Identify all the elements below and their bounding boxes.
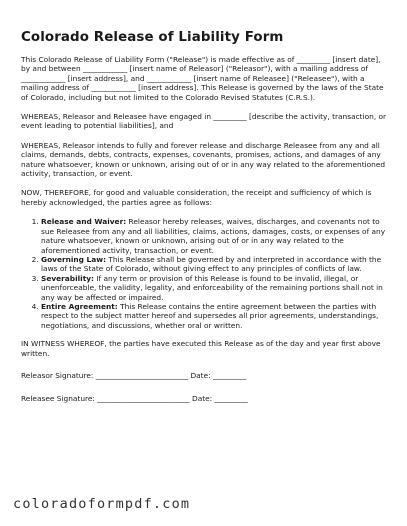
clause-text: This Release shall be governed by and interpreted in accordance with the laws of the State of Colorado, without giving effect to any principles of conflicts of law. bbox=[41, 254, 382, 274]
releasor-signature-line: Releasor Signature: _________________________ Date: _________ bbox=[21, 370, 247, 380]
clause-release-waiver bbox=[41, 217, 387, 255]
clauses-list bbox=[21, 217, 387, 330]
clause-heading: Entire Agreement: bbox=[41, 301, 118, 311]
footer-watermark: coloradoformpdf.com bbox=[13, 496, 191, 512]
clause-text: This Release contains the entire agreement between the parties with respect to the subject matter hereof and supersedes all prior agreements, understandings, negotiations, and discussions, whether oral or written. bbox=[41, 301, 379, 330]
witness-paragraph: IN WITNESS WHEREOF, the parties have executed this Release as of the day and year first above written. bbox=[21, 339, 381, 358]
clause-text: Releasor hereby releases, waives, discharges, and covenants not to sue Releasee from any and all liabilities, claims, actions, damages, costs, or expenses of any nature whatsoever, known or unknown, arising out of or in any way related to the aforementioned activity, transaction, or event. bbox=[41, 217, 386, 255]
whereas-release-paragraph: WHEREAS, Releasor intends to fully and forever release and discharge Releasee from any and all claims, demands, debts, contracts, expenses, covenants, promises, actions, and damages of any nature whatsoever, known or unknown, arising out of or in any way related to the aforementioned activity, transaction, or event. bbox=[21, 140, 386, 179]
clause-heading: Severability: bbox=[41, 273, 94, 283]
form-title: Colorado Release of Liability Form bbox=[21, 30, 284, 45]
whereas-activity-paragraph: WHEREAS, Releasor and Releasee have engaged in _________ [describe the activity, transaction, or event leading to potential liabilities], and bbox=[21, 112, 387, 131]
clause-heading: Release and Waiver: bbox=[41, 217, 127, 227]
now-therefore-paragraph: NOW, THEREFORE, for good and valuable consideration, the receipt and sufficiency of which is hereby acknowledged, the parties agree as follows: bbox=[21, 188, 372, 207]
intro-paragraph: This Colorado Release of Liability Form ("Release") is made effective as of _________ [insert date], by and between ____________ [insert name of Releasor] ("Releasor"), with a mailing address of ____________ [insert address], and ____________ [insert name of Releasee] ("Releasee"), with a mailing address of ____________ [insert address]. This Release is governed by the laws of the State of Colorado, including but not limited to the Colorado Revised Statutes (C.R.S.). bbox=[21, 55, 384, 102]
clause-text: If any term or provision of this Release is found to be invalid, illegal, or unenforceable, the validity, legality, and enforceability of the remaining portions shall not in any way be affected or impaired. bbox=[41, 273, 383, 302]
clause-severability bbox=[41, 274, 387, 302]
clause-governing-law bbox=[41, 255, 387, 274]
clause-heading: Governing Law: bbox=[41, 254, 107, 264]
clause-entire-agreement bbox=[41, 302, 387, 330]
document-page bbox=[21, 30, 387, 418]
releasee-signature-line: Releasee Signature: _________________________ Date: _________ bbox=[21, 394, 248, 404]
